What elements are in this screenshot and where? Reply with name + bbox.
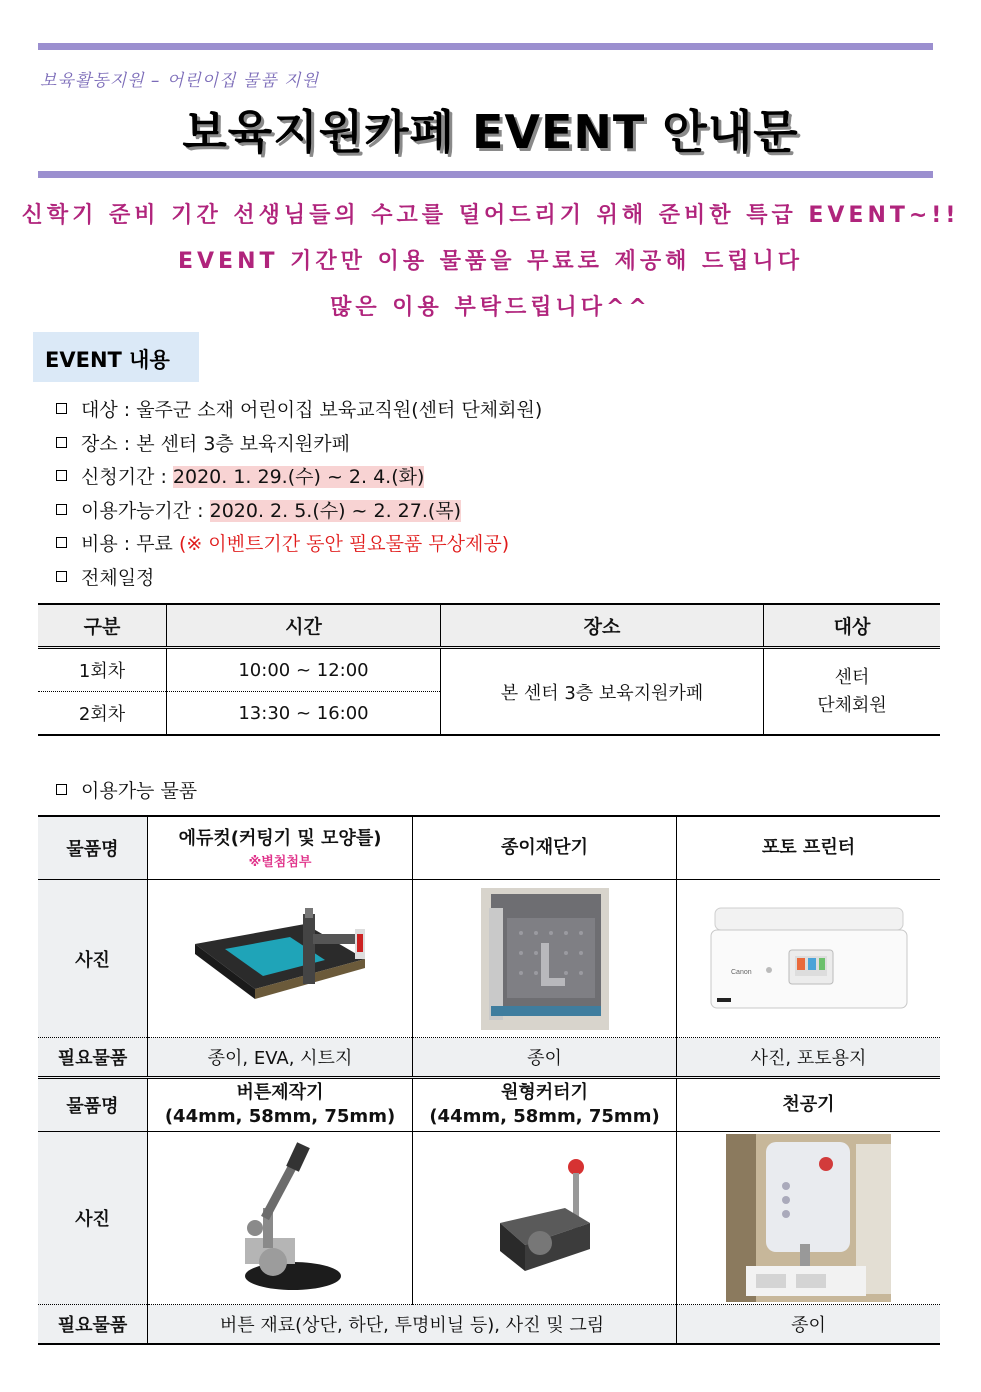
item-note: ※별첨첨부 — [248, 854, 312, 870]
item-name-circle-cutter: 원형커터기 — [501, 1082, 588, 1103]
round-cell: 1회차 — [38, 648, 167, 692]
section-heading: EVENT 내용 — [45, 348, 170, 372]
button-maker-image — [215, 1138, 345, 1298]
need-label-cell: 필요물품 — [38, 1038, 148, 1078]
photo-cell — [148, 1132, 413, 1305]
round-cell: 2회차 — [38, 692, 167, 736]
need-cell: 버튼 재료(상단, 하단, 투명비닐 등), 사진 및 그림 — [148, 1305, 677, 1345]
need-cell: 종이 — [677, 1305, 941, 1345]
photo-label-cell: 사진 — [38, 1132, 148, 1305]
checkbox-icon — [56, 470, 67, 481]
circle-cutter-image — [480, 1153, 610, 1283]
table-row — [38, 648, 940, 692]
paper-cutter-image — [481, 888, 609, 1030]
list-item-use-period: 이용가능기간 : 2020. 2. 5.(수) ~ 2. 27.(목) — [56, 497, 542, 531]
need-cell: 사진, 포토용지 — [677, 1038, 941, 1078]
event-detail-list — [56, 396, 542, 597]
cutting-machine-image — [185, 904, 375, 1014]
section-heading-box — [33, 332, 199, 382]
checkbox-icon — [56, 504, 67, 515]
items-heading: 이용가능 물품 — [56, 776, 197, 803]
photo-cell — [148, 880, 413, 1038]
item-name-paper-cutter: 종이재단기 — [413, 816, 677, 880]
schedule-header-place: 장소 — [441, 604, 764, 648]
punch-machine-image — [726, 1134, 891, 1302]
photo-printer-image — [709, 904, 909, 1014]
title-underline-bar — [38, 171, 933, 178]
need-cell: 종이, EVA, 시트지 — [148, 1038, 413, 1078]
cost-note: (※ 이벤트기간 동안 필요물품 무상제공) — [178, 533, 510, 555]
checkbox-icon — [56, 784, 67, 795]
use-period-value: 2020. 2. 5.(수) ~ 2. 27.(목) — [209, 499, 462, 522]
photo-cell — [677, 1132, 941, 1305]
photo-cell — [677, 880, 941, 1038]
photo-cell — [413, 880, 677, 1038]
need-label-cell: 필요물품 — [38, 1305, 148, 1345]
item-name-punch-machine: 천공기 — [677, 1078, 941, 1132]
intro-line-2: EVENT 기간만 이용 물품을 무료로 제공해 드립니다 — [178, 249, 803, 274]
table-row — [38, 1078, 940, 1132]
item-name-button-maker: 버튼제작기 — [236, 1082, 324, 1103]
time-cell: 13:30 ~ 16:00 — [167, 692, 441, 736]
target-cell: 센터 단체회원 — [764, 648, 941, 736]
table-row — [38, 1305, 940, 1345]
list-item-cost: 비용 : 무료 (※ 이벤트기간 동안 필요물품 무상제공) — [56, 530, 542, 564]
item-name-educut: 에듀컷(커팅기 및 모양틀) — [178, 827, 382, 849]
table-row — [38, 1038, 940, 1078]
schedule-header-target: 대상 — [764, 604, 941, 648]
item-name-cell — [148, 816, 413, 880]
place-cell: 본 센터 3층 보육지원카페 — [441, 648, 764, 736]
name-label-cell: 물품명 — [38, 1078, 148, 1132]
page-title: 보육지원카페 EVENT 안내문 — [182, 105, 799, 159]
table-row — [38, 880, 940, 1038]
need-cell: 종이 — [413, 1038, 677, 1078]
checkbox-icon — [56, 437, 67, 448]
intro-line-1: 신학기 준비 기간 선생님들의 수고를 덜어드리기 위해 준비한 특급 EVENT~!! — [21, 203, 960, 228]
schedule-header-time: 시간 — [167, 604, 441, 648]
name-label-cell: 물품명 — [38, 816, 148, 880]
list-item-schedule: 전체일정 — [56, 564, 542, 598]
schedule-header-round: 구분 — [38, 604, 167, 648]
top-bar — [38, 43, 933, 50]
apply-period-value: 2020. 1. 29.(수) ~ 2. 4.(화) — [172, 466, 425, 488]
item-sizes: (44mm, 58mm, 75mm) — [164, 1106, 396, 1127]
checkbox-icon — [56, 537, 67, 548]
photo-label-cell: 사진 — [38, 880, 148, 1038]
photo-cell — [413, 1132, 677, 1305]
item-sizes: (44mm, 58mm, 75mm) — [429, 1106, 660, 1127]
table-row — [38, 1132, 940, 1305]
checkbox-icon — [56, 571, 67, 582]
time-cell: 10:00 ~ 12:00 — [167, 648, 441, 692]
table-row — [38, 816, 940, 880]
printer-brand-label: Canon — [730, 968, 752, 976]
list-item-apply-period: 신청기간 : 2020. 1. 29.(수) ~ 2. 4.(화) — [56, 463, 542, 497]
item-name-cell — [148, 1078, 413, 1132]
header-subtitle: 보육활동지원 – 어린이집 물품 지원 — [40, 71, 320, 91]
list-item-place: 장소 : 본 센터 3층 보육지원카페 — [56, 430, 542, 464]
schedule-table — [38, 603, 940, 736]
checkbox-icon — [56, 403, 67, 414]
intro-line-3: 많은 이용 부탁드립니다^^ — [330, 295, 651, 320]
item-name-cell — [413, 1078, 677, 1132]
list-item-target: 대상 : 울주군 소재 어린이집 보육교직원(센터 단체회원) — [56, 396, 542, 430]
items-table — [38, 815, 940, 1345]
item-name-photo-printer: 포토 프린터 — [677, 816, 941, 880]
